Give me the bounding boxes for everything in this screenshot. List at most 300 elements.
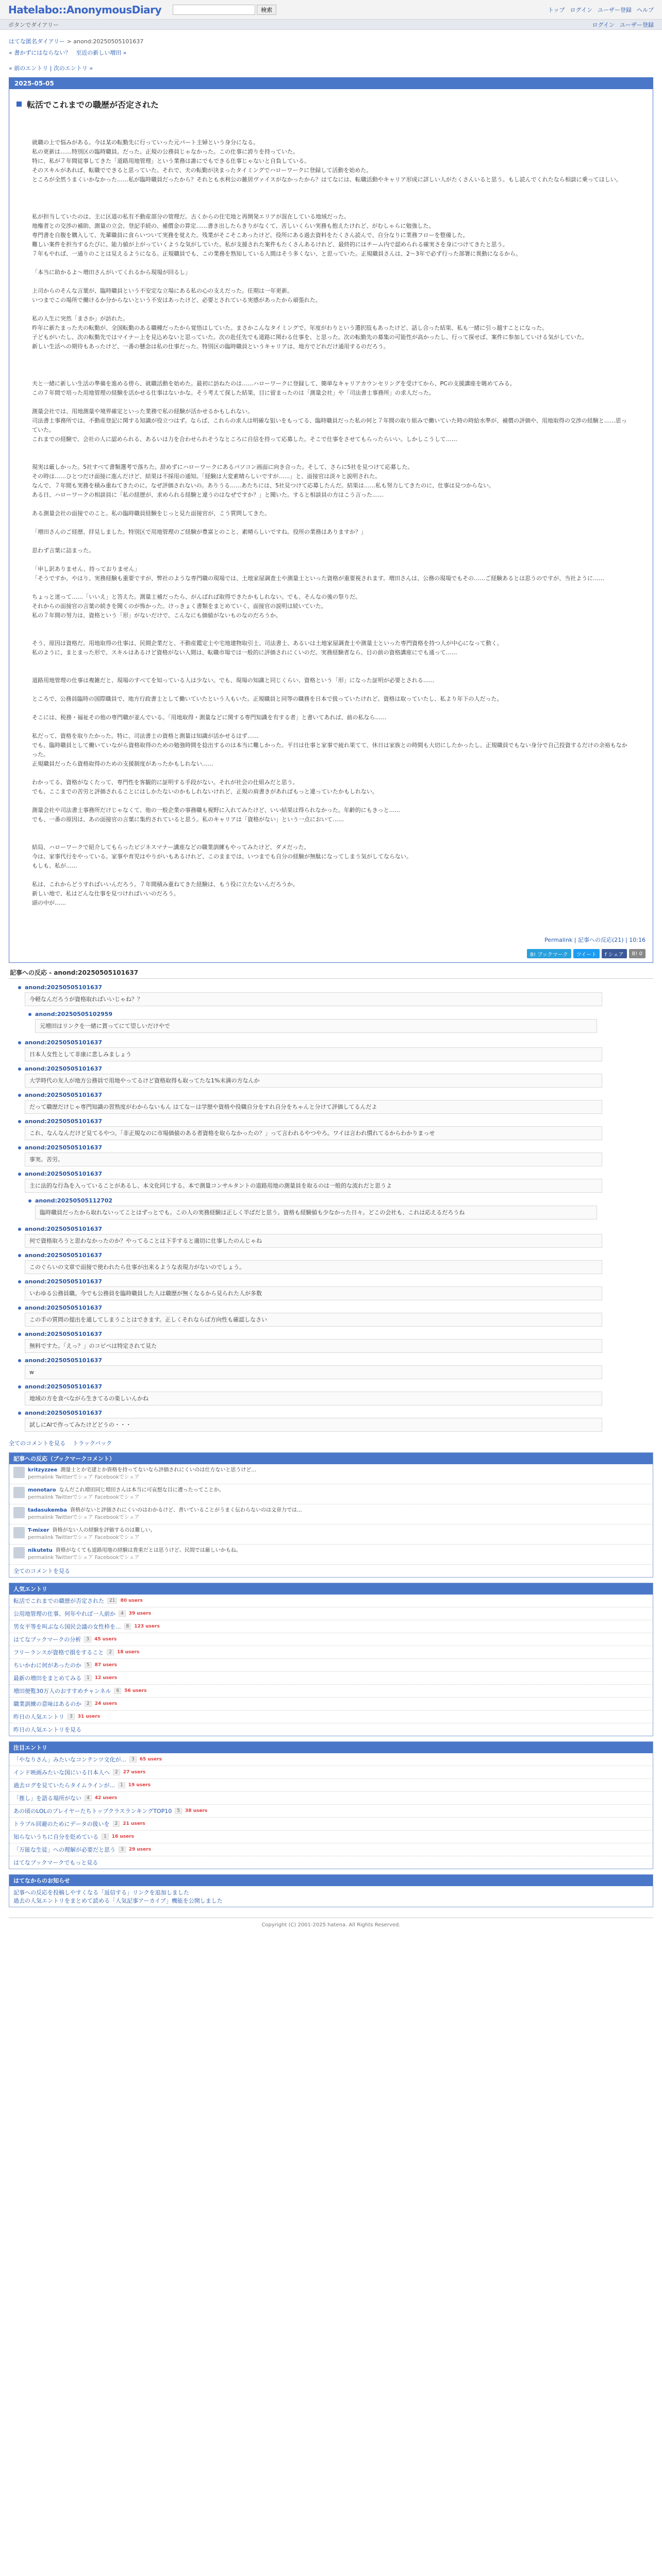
comment-body: だって職歴だけじゃ専門知識の習熟度がわからないもん はてなーは学歴や資格や役職自分をすれ自分をちゃんと分けて評価してるんだよ <box>25 1100 602 1114</box>
entry-paragraph: 私のように、まとまった形で、スキルはあるけど資格がない人間は、転職市場では一般的に評価されにくいのだ。実務経験者なら、目の前の資格講座にでも通って…… <box>32 649 457 656</box>
entry-paragraph <box>32 667 630 676</box>
comment-reply <box>28 1195 653 1222</box>
bullet-icon <box>28 1199 31 1202</box>
bookmark-item <box>9 1464 653 1484</box>
share-button[interactable]: B! ブックマーク <box>527 949 571 958</box>
ranking-item <box>9 1672 653 1685</box>
comment-item <box>18 1250 653 1276</box>
comment-author-link[interactable]: anond:20250505101637 <box>25 1144 103 1151</box>
entry-paragraph: でも、一番の原因は、あの面接官の言葉に集約されていると思う。私のキャリアは「資格がない」という一点において…… <box>32 816 344 823</box>
bookmark-box <box>9 1452 653 1578</box>
bullet-icon <box>28 1013 31 1016</box>
comment-body: 今軽なんだろうが資格取ればいいじゃね？？ <box>25 992 602 1006</box>
entry-paragraph <box>32 361 630 370</box>
comment-item <box>18 1381 653 1408</box>
bookmark-main <box>28 1467 256 1481</box>
bookmark-item <box>9 1504 653 1524</box>
bullet-icon <box>18 1412 21 1415</box>
site-tagline: ボタンでダイアリー <box>8 21 59 28</box>
ranking-title-link[interactable]: 「万能な生徒」への理解が必要だと思う <box>13 1846 115 1853</box>
comment-author-link[interactable]: anond:20250505101637 <box>25 1278 103 1285</box>
bookmark-main <box>28 1487 224 1501</box>
comment-author-link[interactable]: anond:20250505101637 <box>25 1092 103 1098</box>
entry-paragraph: 「申し訳ありません、持っておりません」 <box>32 566 140 572</box>
comment-author-link[interactable]: anond:20250505101637 <box>25 1118 103 1125</box>
comment-author-link[interactable]: anond:20250505112702 <box>35 1197 113 1204</box>
bookmark-users-badge[interactable]: 42 users <box>94 1795 118 1801</box>
entry-paragraph <box>32 184 630 194</box>
comment-body: この手の質問の提出を通してしまうことはできます。正しくそれならば方向性も確認しなさい <box>25 1313 602 1327</box>
sub-links <box>9 48 653 57</box>
ranking-title-link[interactable]: 公用地管理の仕事、何年やれば一人前か <box>13 1611 115 1617</box>
ranking-item <box>9 1792 653 1805</box>
avatar <box>13 1507 25 1518</box>
bookmark-main <box>28 1507 302 1521</box>
bookmark-more-link[interactable]: 全てのコメントを見る <box>13 1568 70 1574</box>
pager-link[interactable]: « 前のエントリ | 次のエントリ » <box>9 65 93 72</box>
ranking-title-link[interactable]: 転活でこれまでの職歴が否定された <box>13 1598 104 1604</box>
entry-paragraph <box>32 908 630 917</box>
nav-register[interactable]: ユーザー登録 <box>598 6 632 13</box>
comment-count-badge[interactable]: 1 <box>102 1834 109 1840</box>
entry-paragraph <box>32 871 630 880</box>
bookmark-meta[interactable]: permalink Twitterでシェア Facebookでシェア <box>28 1495 140 1500</box>
bullet-icon <box>18 1280 21 1283</box>
comment-item <box>18 1037 653 1063</box>
entry-paragraph <box>32 518 630 528</box>
bullet-icon <box>18 1146 21 1149</box>
all-comments-link[interactable]: 全てのコメントを見る <box>9 1440 65 1447</box>
entry-paragraph <box>32 500 630 509</box>
ranking-title-link[interactable]: 最新の増田をまとめてみる <box>13 1675 81 1682</box>
comment-count-badge[interactable]: 5 <box>85 1662 92 1668</box>
bookmark-user-link[interactable]: monotaro <box>28 1487 56 1493</box>
avatar <box>13 1547 25 1558</box>
site-logo[interactable]: Hatelabo::AnonymousDiary <box>8 3 162 16</box>
breadcrumb-separator: > <box>65 38 74 45</box>
ranking-title-link[interactable]: はてなブックマークの分析 <box>13 1636 81 1643</box>
about-link-1[interactable]: 記事への反応を投稿しやすくなる「返信する」リンクを追加しました <box>13 1889 189 1896</box>
comment-author-link[interactable]: anond:20250505101637 <box>25 1252 103 1259</box>
bookmark-users-badge[interactable]: 27 users <box>123 1770 146 1775</box>
entry-paragraph <box>32 120 630 129</box>
comment-head <box>18 1357 653 1364</box>
ranking-title-link[interactable]: あの頃のLOLのプレイヤーたちトップクラスランキングTOP10 <box>13 1808 172 1815</box>
ranking-title-link[interactable]: トラブル回避のためにデータの扱いを <box>13 1821 110 1827</box>
nav-login[interactable]: ログイン <box>570 6 592 13</box>
entry-paragraph: 私が担当していたのは、主に区道の私有不動産部分の管理だ。古くからの住宅地と再開発エリアが混在している地域だった。 <box>32 213 350 220</box>
comment-author-link[interactable]: anond:20250505101637 <box>25 1357 103 1364</box>
entry-paragraph <box>32 926 630 936</box>
comment-thread <box>9 968 653 1434</box>
comment-item <box>18 1355 653 1381</box>
comment-head <box>18 1039 653 1046</box>
bookmark-heading: 記事への反応（ブックマークコメント） <box>9 1453 653 1464</box>
entry-paragraph: 私の７年間の努力は、資格という「形」がないだけで、こんなにも価値がないものなのだろうか。 <box>32 612 282 619</box>
entry-paragraph <box>32 630 630 639</box>
ranking-title-link[interactable]: 「推し」を語る場所がない <box>13 1795 81 1802</box>
comment-item <box>28 1009 653 1035</box>
comment-head <box>18 1383 653 1390</box>
comment-head <box>18 1171 653 1177</box>
entry-paragraph <box>32 444 630 453</box>
comment-count-badge[interactable]: 2 <box>113 1769 120 1775</box>
comment-author-link[interactable]: anond:20250505101637 <box>25 984 103 991</box>
comment-body: 主に法的な行為を入っていることがあるし、本文化同じする。本で測量コンサルタントの道路用地の測量員を取るのは一般的な流れだと思うよ <box>25 1179 602 1193</box>
entry-paragraph: 私の更新は……特別区の臨時職員。だった。正規の公務員じゃなかった。この仕事に誇りを持っていた。 <box>32 148 299 155</box>
entry-paragraph <box>32 537 630 546</box>
entry-paragraph: 新しい地で、私はどんな仕事を見つければいいのだろう。 <box>32 890 179 897</box>
ranking-title-link[interactable]: 昨日の人気エントリ <box>13 1714 64 1720</box>
entry-paragraph <box>32 194 630 203</box>
entry-permalink[interactable]: Permalink | 記事への反応(21) | 10:16 <box>544 937 646 943</box>
thread-heading: 記事への反応 - anond:20250505101637 <box>9 968 653 979</box>
entry-paragraph: ある測量会社の面接でのこと。私の臨時職員経験をじっと見た面接官が、こう質問してきた。 <box>32 510 270 517</box>
bookmark-users-badge[interactable]: 18 users <box>117 1650 140 1655</box>
bookmark-users-badge[interactable]: 21 users <box>123 1821 145 1826</box>
comment-body: w <box>25 1365 602 1379</box>
hot-more-link[interactable]: はてなブックマークでもっと見る <box>13 1859 98 1866</box>
bookmark-meta[interactable]: permalink Twitterでシェア Facebookでシェア <box>28 1475 140 1480</box>
entry-paragraph: 私だって、資格を取りたかった。特に、司法書士の資格と測量は知識が活かせるはず…… <box>32 733 259 739</box>
entry-paragraph <box>32 453 630 463</box>
comment-item <box>18 1408 653 1434</box>
bookmark-users-badge[interactable]: 45 users <box>94 1637 117 1642</box>
ranking-item <box>9 1710 653 1723</box>
entry-paragraph <box>32 110 630 120</box>
comment-count-badge[interactable]: 21 <box>107 1598 117 1604</box>
comment-count-badge[interactable]: 2 <box>107 1649 114 1655</box>
entry-paragraph <box>32 277 630 286</box>
entry-paragraph: 今は、家事代行をやっている。家事や育児はやりがいもあるけれど、このままでは、いつまでも自分の経験が無駄になってしまう気がしてならない。 <box>32 853 412 860</box>
comment-count-badge[interactable]: 3 <box>84 1636 91 1642</box>
ranking-title-link[interactable]: 知らないうちに自分を貶めている <box>13 1834 98 1840</box>
comment-item <box>18 1116 653 1142</box>
entry-paragraph: 正規職員だったら資格取得のための支援制度があったかもしれない…… <box>32 760 213 767</box>
entry-paragraph: 上司からのそんな言葉が、臨時職員という不安定な立場にある私の心の支えだった。任期は一年更新。 <box>32 287 293 294</box>
ranking-title-link[interactable]: インド映画みたいな国にいる日本人へ <box>13 1769 110 1776</box>
ranking-title-link[interactable]: 男女平等を叫ぶなら国民会議の女性枠を... <box>13 1623 121 1630</box>
entry-paragraph: なんで、７年間も実務を積み重ねてきたのに。なぜ評価されないの。ありうる……あたちには、5社見つけて応募したんだ。結果は……私も努力してきたのに、仕事は見つからない。 <box>32 482 495 489</box>
nav-help[interactable]: ヘルプ <box>637 6 654 13</box>
bookmark-comment: 資格がない人の経験を評価するのは難しい。 <box>52 1528 156 1533</box>
bookmark-meta[interactable]: permalink Twitterでシェア Facebookでシェア <box>28 1535 140 1540</box>
ranking-title-link[interactable]: 増田便覧30万人のおすすめチャンネル <box>13 1688 111 1694</box>
entry-paragraph <box>32 583 630 592</box>
prev-entry-link[interactable]: « 書かずにはならない？ <box>9 49 71 56</box>
comment-author-link[interactable]: anond:20250505101637 <box>25 1331 103 1337</box>
entry-paragraph <box>32 203 630 212</box>
entry-paragraph <box>32 824 630 834</box>
entry-paragraph: 司法書士事務所では、不動産登記に関する知識が役立つはず。ならば、これらの求人は明確な狙いをもってる、臨時職員だった私の何と７年間の取り組みで働いていた時の時給水準が、補償の評価や、用地取得の交渉の経験と……思っていた。 <box>32 417 627 433</box>
entry-paragraph: 「そうですか。やはり、実務経験も重要ですが、弊社のような専門職の現場では、土地家屋調査士や測量士といった資格が重要視されます。増田さんは、公務の現場でもその……ご経験あるとは思うのですが、当社ように…… <box>32 575 605 582</box>
ranking-item <box>9 1779 653 1792</box>
comment-head <box>28 1197 653 1204</box>
bullet-icon <box>18 1254 21 1257</box>
comment-body: このぐらいの文章で面接で使われたら仕事が出来るような表現力がないのでしょう。 <box>25 1260 602 1274</box>
entry-paragraph <box>32 834 630 843</box>
entry-paragraph: この７年間で培った用地管理の経験を活かせる仕事はないかな。そう考えて探した結果、目に留まったのは「測量会社」や「司法書士事務所」の求人だった。 <box>32 389 435 396</box>
comment-count-badge[interactable]: 6 <box>114 1688 121 1694</box>
entry-paragraph: いつまでこの場所で働けるか分からないという不安はあったけど、必要とされている実感があったから頑張れた。 <box>32 297 321 303</box>
entry-paragraph: 夫と一緒に新しい生活の準備を進める傍ら、就職活動を始めた。最初に訪ねたのは……ハローワークに登録して、簡単なキャリアカウンセリングを受けてから、PCの支援講座を眺めてみる。 <box>32 380 516 387</box>
nav-top[interactable]: トップ <box>548 6 565 13</box>
comment-item <box>18 1224 653 1250</box>
entry-paragraph: 頭の中が…… <box>32 900 66 906</box>
comment-count-badge[interactable]: 1 <box>85 1675 92 1681</box>
ranking-item <box>9 1698 653 1710</box>
comment-author-link[interactable]: anond:20250505101637 <box>25 1304 103 1311</box>
comment-author-link[interactable]: anond:20250505101637 <box>25 1410 103 1416</box>
comment-item <box>18 1276 653 1302</box>
bookmark-main <box>28 1547 241 1562</box>
entry-paragraph <box>32 398 630 407</box>
comment-count-badge[interactable]: 3 <box>119 1846 126 1853</box>
entry-paragraph: 測量会社では、用地測量や境界確定といった業務で私の経験が活かせるかもしれない。 <box>32 408 253 415</box>
ranking-item <box>9 1685 653 1698</box>
entry-paragraph: それからの面接官の言葉の続きを聞くのが怖かった。けっきょく書類をまとめていく、面接官の説明は続いていた。 <box>32 603 327 609</box>
comment-author-link[interactable]: anond:20250505101637 <box>25 1171 103 1177</box>
entry-paragraph: 地権者との交渉の補助、測量の立会、登記手続の、補償金の算定……書き出したらきりがなくて、苦しいくらい実務も抱えたけれど、がむしゃらに勉強した。 <box>32 223 435 229</box>
bullet-icon <box>18 1359 21 1362</box>
entry-paragraph: 新しい生活への期待もあったけど、一番の懸念は私の仕事だった。特別区の臨時職員というキャリアは、地方でどれだけ通用するのだろう。 <box>32 343 389 350</box>
day-date: 2025-05-05 <box>9 78 653 89</box>
ranking-title-link[interactable]: 「やなりさん」みたいなコンテンツ文化が... <box>13 1756 126 1763</box>
bookmark-users-badge[interactable]: 38 users <box>185 1808 208 1814</box>
entry-paragraph <box>32 917 630 926</box>
entry-paragraph: ７年もやれば、一通りのことは見えるようになる。正規職員でも、この業務を熟知している人間はそう多くない、と思っていた。正規職員さんは、2〜3年で必ず行った部署に異動になるから。 <box>32 250 521 257</box>
bookmark-users-badge[interactable]: 87 users <box>94 1663 117 1668</box>
bookmark-users-badge[interactable]: 19 users <box>128 1783 151 1788</box>
comment-item <box>18 1090 653 1116</box>
comment-body: 試しにAIで作ってみたけどどうの・・・ <box>25 1418 602 1432</box>
ranking-item <box>9 1831 653 1843</box>
comment-body: これ、なんなんだけど見てるやつ。「非正規なのに市場価値のある者資格を取らなかったの？」って言われるやつやろ。ワイは言われ慣れてるからわかりまっせ <box>25 1126 602 1140</box>
comment-head <box>18 1278 653 1285</box>
comment-author-link[interactable]: anond:20250505102959 <box>35 1011 113 1018</box>
comment-author-link[interactable]: anond:20250505101637 <box>25 1383 103 1390</box>
bookmark-users-badge[interactable]: 16 users <box>111 1834 135 1839</box>
bookmark-users-badge[interactable]: 12 users <box>94 1675 118 1681</box>
entry-paragraph <box>32 370 630 379</box>
ranking-item <box>9 1843 653 1856</box>
comment-body: 元増田はリンクを一緒に貰ってにて望しいだけやで <box>35 1019 597 1033</box>
popular-more-link[interactable]: 昨日の人気エントリを見る <box>13 1726 81 1733</box>
breadcrumb <box>9 37 653 45</box>
bookmark-users-badge[interactable]: 56 users <box>124 1688 147 1693</box>
bookmark-users-badge[interactable]: 65 users <box>139 1757 162 1762</box>
bullet-icon <box>18 1094 21 1097</box>
comment-head <box>18 984 653 991</box>
bookmark-user-link[interactable]: nikutetu <box>28 1548 53 1553</box>
avatar <box>13 1487 25 1498</box>
bookmark-main <box>28 1527 156 1541</box>
register-link[interactable]: ユーザー登録 <box>620 21 654 28</box>
popular-heading: 人気エントリ <box>9 1583 653 1595</box>
search-button[interactable]: 検索 <box>257 5 276 15</box>
entry-paragraph <box>32 657 630 667</box>
entry-paragraph: 現実は厳しかった。5社すべて書類選考で落ちた。辞めずにハローワークにあるパソコン画面に向き合った。そして、さらに5社を見つけて応募した。 <box>32 464 413 470</box>
entry-header <box>9 89 653 110</box>
comment-count-badge[interactable]: 3 <box>129 1756 137 1762</box>
about-heading: はてなからのお知らせ <box>9 1875 653 1886</box>
comment-count-badge[interactable]: 4 <box>85 1795 92 1801</box>
entry-paragraph: 「増田さんのご経歴、拝見しました。特別区で用地管理のご経験が豊富とのこと、素晴らしいですね。役所の業務はありますか？」 <box>32 529 367 535</box>
comment-head <box>28 1011 653 1018</box>
page-footer: Copyright (C) 2001-2025 hatena. All Rights Reserved. <box>9 1918 653 1935</box>
bookmark-meta[interactable]: permalink Twitterでシェア Facebookでシェア <box>28 1515 140 1520</box>
entry-paragraph <box>32 305 630 314</box>
bookmark-user-link[interactable]: kritzyzzee <box>28 1467 58 1473</box>
user-nav <box>592 21 654 29</box>
ranking-title-link[interactable]: 過去ログを見ていたらタイムラインが... <box>13 1782 115 1789</box>
ranking-item <box>9 1646 653 1659</box>
bookmark-comment: 資格がなくても道路用地の経験は貴重だとは思うけど、民間では厳しいかもね。 <box>55 1548 241 1553</box>
bookmark-users-badge[interactable]: 29 users <box>128 1847 152 1852</box>
search-input[interactable] <box>173 5 255 15</box>
hot-box <box>9 1741 653 1869</box>
bookmark-item <box>9 1484 653 1504</box>
entry-paragraph: もしも、私が…… <box>32 862 77 869</box>
share-button[interactable]: B! 0 <box>629 949 646 958</box>
ranking-item <box>9 1620 653 1633</box>
entry-paragraph <box>32 620 630 630</box>
trackback-link[interactable]: トラックバック <box>73 1440 112 1447</box>
entry-paragraph: ところが全然うまくいかなかった……私が臨時職員だったから？それとも水利公の雑居ヴァイスがなかったから？はてなには、転職活動やキャリア形成に詳しい人がたくさんいると思う。もし読んでくれたなら相談に乗ってほしい。 <box>32 176 622 183</box>
comment-head <box>18 1304 653 1311</box>
share-button[interactable]: f シェア <box>602 949 627 958</box>
bookmark-item <box>9 1524 653 1545</box>
entry-paragraph: 昨年に新たまった夫の転勤が、全国転勤のある職種だったから覚悟はしていた。まさかこんなタイミングで。年度がわりという選択肢もあったけど、話し合った結果、私も一緒に引っ越すことになった。 <box>32 325 548 331</box>
comment-author-link[interactable]: anond:20250505101637 <box>25 1226 103 1232</box>
bookmark-comment: 資格がないと評価されにくいのはわかるけど、書いていることがうまく伝わらないのは文章力では... <box>70 1507 302 1513</box>
entry-paragraph: 就職の上で悩みがある。今は某の転勤先に行っていった元パート主婦という身分になる。 <box>32 139 259 146</box>
bullet-icon <box>18 1041 21 1044</box>
comment-head <box>18 1226 653 1232</box>
entry-paragraph: 私の人生に突然「まさか」が訪れた。 <box>32 315 128 322</box>
bullet-icon <box>18 1307 21 1310</box>
entry-title[interactable]: 転活でこれまでの職歴が否定された <box>27 100 159 110</box>
comment-count-badge[interactable]: 4 <box>119 1611 126 1617</box>
share-buttons <box>9 944 653 962</box>
hot-list <box>9 1753 653 1856</box>
ranking-item <box>9 1633 653 1646</box>
comment-head <box>18 1144 653 1151</box>
main-container <box>9 37 653 1935</box>
search-box <box>173 5 276 15</box>
entry-paragraph <box>32 796 630 806</box>
entry-paragraph: でも、ここまでの苦労と評価されることにはしかたないのかもしれないけれど、正規の肩書きがあればもっと違っていたかもしれない。 <box>32 788 378 795</box>
entry-paragraph: 難しい案件を担当するたびに、能力値が上がっていくような気がしていた。私が支援された案件もたくさんあるけれど、最終的にはチーム内で認められる確実さを身につけてきたと思う。 <box>32 241 508 248</box>
comment-item <box>18 1302 653 1329</box>
comment-count-badge[interactable]: 1 <box>118 1782 125 1788</box>
comment-count-badge[interactable]: 2 <box>85 1701 92 1707</box>
toc-links <box>9 1439 653 1447</box>
site-header <box>0 0 662 20</box>
comment-count-badge[interactable]: 8 <box>124 1623 131 1630</box>
comment-body: 地域の方を食べながら生きてるの楽しいんかね <box>25 1392 602 1405</box>
bookmark-users-badge[interactable]: 123 users <box>134 1624 160 1629</box>
comment-body: 臨時職員だったから取れないってことはずっとでも。この人の実務経験は正しく半ばだと思う。資格も経験値も少なかった日々。どこの会社も、これは応えるだろうね <box>35 1206 597 1219</box>
entry-paragraph: そのスキルがあれば、転職でできると思っていた。それで、夫の転勤が決まったタイミングでハローワークに登録して活動を始めた。 <box>32 167 372 174</box>
bookmark-users-badge[interactable]: 24 users <box>94 1701 118 1706</box>
thread-list <box>9 979 653 1434</box>
comment-head <box>18 1252 653 1259</box>
ranking-item <box>9 1805 653 1818</box>
login-link[interactable]: ログイン <box>592 21 615 28</box>
ranking-item <box>9 1595 653 1607</box>
bookmark-user-link[interactable]: T-mixer <box>28 1528 49 1533</box>
bullet-icon <box>18 1228 21 1231</box>
entry-marker-icon <box>16 101 22 107</box>
comment-item <box>18 982 653 1037</box>
bullet-icon <box>18 1333 21 1336</box>
new-entries-link[interactable]: 至近の新しい増田 » <box>76 49 127 56</box>
comment-body: 無料ですた。「えっ？」のコピペは特定されて見た <box>25 1339 602 1353</box>
breadcrumb-root[interactable]: はてな匿名ダイアリー <box>9 38 65 45</box>
bookmark-comment: 測量士とか宅建とか資格を持ってないなら評価されにくいのは仕方ないと思うけど... <box>60 1467 256 1473</box>
comment-count-badge[interactable]: 5 <box>175 1808 182 1814</box>
share-button[interactable]: ツイート <box>573 949 600 958</box>
comment-reply <box>28 1009 653 1035</box>
entry-paragraph: わかってる、資格がなくたって、専門性を客観的に証明する手段がない。それが社会の仕組みだと思う。 <box>32 779 299 786</box>
entry-paragraph: ちょっと迷って……「いいえ」と答えた。測量士補だったら、がんばれば取得できたかもしれない。でも、そんなの後の祭りだ。 <box>32 594 361 600</box>
pager-top[interactable] <box>9 64 653 72</box>
entry-paragraph <box>32 129 630 138</box>
sub-header <box>0 20 662 30</box>
ranking-item <box>9 1607 653 1620</box>
comment-author-link[interactable]: anond:20250505101637 <box>25 1039 103 1046</box>
bullet-icon <box>18 1173 21 1176</box>
entry-paragraph: その時は……ひとつだけ面接に進んだけど、結果は不採用の通知。「経験は大変素晴らしいですが……」と、面接官は淡々と説明された。 <box>32 473 381 480</box>
comment-body: 大学時代の友人が地方公務員で用地やってるけど資格取得も取ってたな1%未満の方なんか <box>25 1074 602 1088</box>
entry-paragraph: これまでの経験で、会社の人に認められる、あるいは力を合わせられそうなところに自信を持って応募した。そこで仕事をさせてもらったらいい。しかしこうして…… <box>32 436 457 443</box>
comment-author-link[interactable]: anond:20250505101637 <box>25 1065 103 1072</box>
bookmark-users-badge[interactable]: 80 users <box>120 1598 143 1603</box>
entry-paragraph: ある日、ハローワークの相談員に「私の経歴が、求められる経験と違うのはなぜですか？」と聞いた。すると相談員の方はこう言った…… <box>32 492 384 498</box>
popular-list <box>9 1595 653 1723</box>
ranking-item <box>9 1659 653 1672</box>
entry-paragraph <box>32 704 630 713</box>
ranking-title-link[interactable]: ちいかわに何があったのか <box>13 1662 81 1669</box>
ranking-title-link[interactable]: フリーランスが資格で損をすること <box>13 1649 104 1656</box>
bookmark-user-link[interactable]: tadasukemba <box>28 1507 67 1513</box>
bookmark-users-badge[interactable]: 39 users <box>128 1611 152 1616</box>
comment-head <box>18 1065 653 1072</box>
about-link-2[interactable]: 過去の人気エントリをまとめて読める「人気記事アーカイブ」機能を公開しました <box>13 1897 223 1904</box>
comment-head <box>18 1118 653 1125</box>
entry-paragraph: 子どもがいたし、次の転勤先ではマイナー上を見込めないと思っていた。次の赴任先でも道路に関わる仕事を、と思った。次の転勤先の募集の可能性が高かったし、行って探せば、案件に参加していける気がしていた。 <box>32 334 588 341</box>
entry-paragraph: 特に、私が７年間従事してきた「道路用地管理」という業務は誰にでもできる仕事じゃないと自負している。 <box>32 158 310 164</box>
bookmark-users-badge[interactable]: 31 users <box>77 1714 101 1719</box>
bookmark-meta[interactable]: permalink Twitterでシェア Facebookでシェア <box>28 1555 140 1561</box>
entry-paragraph <box>32 351 630 361</box>
bullet-icon <box>18 1120 21 1123</box>
entry-paragraph: でも、臨時職員として働いていながら資格取得のための勉強時間を捻出するのは本当に難しかった。平日は仕事と家事で疲れ果てて、休日は家族との時間も大切にしたかったし、正規職員でもない身分で自己投資するだけの余裕もなかった。 <box>32 742 627 758</box>
ranking-item <box>9 1753 653 1766</box>
ranking-title-link[interactable]: 職業訓練の意味はあるのか <box>13 1701 81 1707</box>
entry-paragraph: そこには、税務・福祉その他の専門職が並んでいる。「用地取得・測量などに関する専門知識を有する者」と書いてあれば、前の私なら…… <box>32 714 387 721</box>
comment-count-badge[interactable]: 2 <box>113 1821 120 1827</box>
entry-paragraph: 道路用地管理の仕事は複雑だと、現場のすべてを知っている人は少ない。でも、現場の知識と同じくらい、資格という「形」になった証明が必要とされる…… <box>32 677 435 684</box>
comment-body: 事実。苦労。 <box>25 1153 602 1166</box>
bullet-icon <box>18 1385 21 1388</box>
comment-count-badge[interactable]: 3 <box>68 1714 75 1720</box>
comment-item <box>18 1063 653 1090</box>
comment-item <box>28 1195 653 1222</box>
comment-body: いわゆる公務員職。今でも公務員を臨時職員した人は職歴が無くなるから見られた人が多数 <box>25 1286 602 1300</box>
entry-footer <box>9 936 653 944</box>
